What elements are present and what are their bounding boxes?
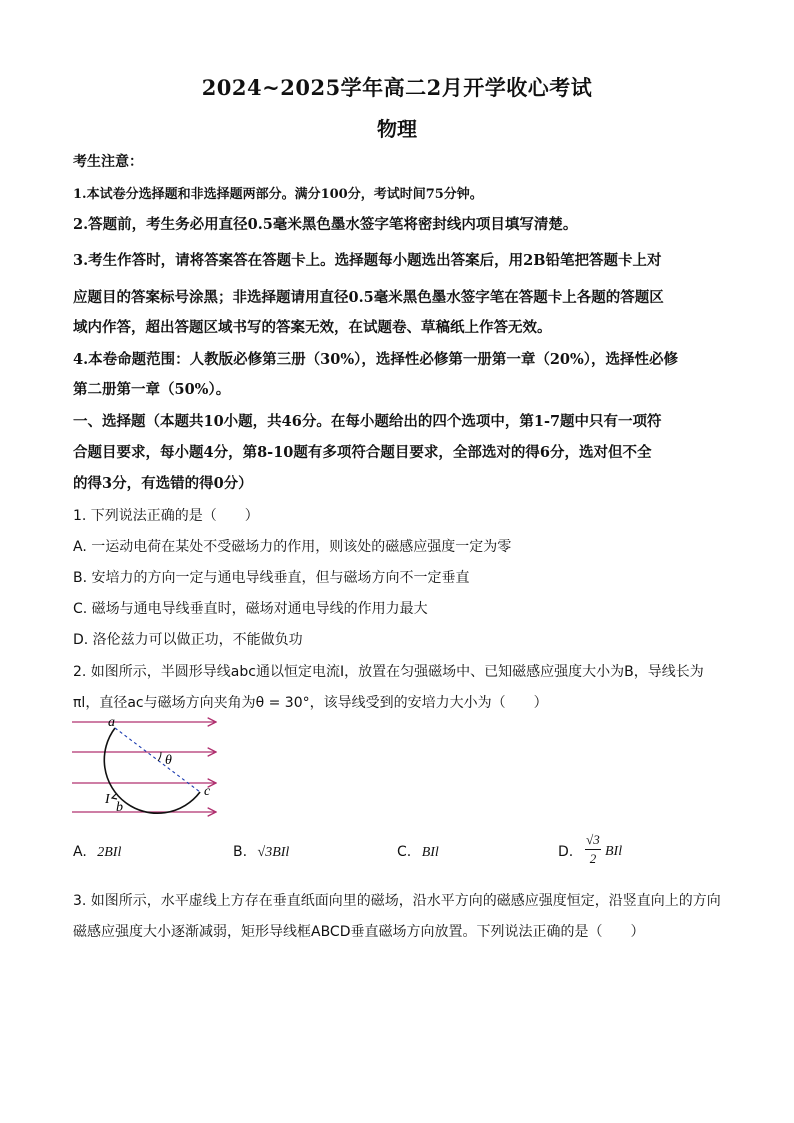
q2-option-a-value: 2BIl <box>97 845 122 860</box>
q1-option-d: D. 洛伦兹力可以做正功，不能做负功 <box>73 632 303 648</box>
q2-option-d-tail: BIl <box>605 844 623 859</box>
notice-heading: 考生注意： <box>73 154 143 170</box>
label-theta: θ <box>165 753 172 768</box>
q1-option-a: A. 一运动电荷在某处不受磁场力的作用，则该处的磁感应强度一定为零 <box>73 539 512 555</box>
q2-option-c <box>397 844 439 861</box>
notice-item-3-line-2: 应题目的答案标号涂黑；非选择题请用直径0.5毫米黑色墨水签字笔在答题卡上各题的答题区 <box>73 289 664 306</box>
q2-option-c-value: BIl <box>421 845 439 860</box>
section-1-line-3: 的得3分，有选错的得0分） <box>73 475 253 492</box>
label-a: a <box>108 715 115 730</box>
label-b: b <box>116 800 123 815</box>
q3-stem-line-2: 磁感应强度大小逐渐减弱，矩形导线框ABCD垂直磁场方向放置。下列说法正确的是（ ） <box>73 924 645 940</box>
q2-option-d-numerator: √3 <box>586 832 600 847</box>
q3-stem-line-1: 3. 如图所示，水平虚线上方存在垂直纸面向里的磁场，沿水平方向的磁感应强度恒定，沿竖直向上的方向 <box>73 893 721 909</box>
q1-stem: 1. 下列说法正确的是（ ） <box>73 508 259 524</box>
notice-item-2: 2.答题前，考生务必用直径0.5毫米黑色墨水签字笔将密封线内项目填写清楚。 <box>73 216 578 233</box>
q2-option-b <box>233 844 289 861</box>
q2-option-a <box>73 844 121 861</box>
q2-option-d-label: D. <box>558 844 574 860</box>
q2-option-b-value: √3BIl <box>257 845 290 860</box>
section-1-line-1: 一、选择题（本题共10小题，共46分。在每小题给出的四个选项中，第1-7题中只有一项符 <box>73 413 662 430</box>
q2-option-a-label: A. <box>73 844 87 860</box>
q1-option-b: B. 安培力的方向一定与通电导线垂直，但与磁场方向不一定垂直 <box>73 570 470 586</box>
label-c: c <box>204 784 211 799</box>
angle-arc <box>158 752 161 761</box>
q2-option-c-label: C. <box>397 844 412 860</box>
q2-stem-line-1: 2. 如图所示，半圆形导线abc通以恒定电流I，放置在匀强磁场中、已知磁感应强度大小为B，导线长为 <box>73 664 704 680</box>
q2-stem-line-2: πl，直径ac与磁场方向夹角为θ = 30°，该导线受到的安培力大小为（ ） <box>73 695 548 711</box>
notice-item-3-line-3: 域内作答，超出答题区域书写的答案无效，在试题卷、草稿纸上作答无效。 <box>73 319 552 336</box>
notice-item-3-line-1: 3.考生作答时，请将答案答在答题卡上。选择题每小题选出答案后，用2B铅笔把答题卡上对 <box>73 252 662 269</box>
q2-option-d-fraction-bar <box>585 849 601 850</box>
exam-title: 2024~2025学年高二2月开学收心考试 <box>201 75 593 100</box>
label-current: I <box>105 792 110 807</box>
q2-option-b-label: B. <box>233 844 248 860</box>
subject-title: 物理 <box>377 117 417 141</box>
notice-item-4-line-2: 第二册第一章（50%）。 <box>73 381 231 398</box>
notice-item-1: 1.本试卷分选择题和非选择题两部分。满分100分，考试时间75分钟。 <box>73 187 483 202</box>
q2-option-d-denominator: 2 <box>589 851 597 866</box>
q2-figure <box>70 714 220 818</box>
q1-option-c: C. 磁场与通电导线垂直时，磁场对通电导线的作用力最大 <box>73 601 428 617</box>
section-1-line-2: 合题目要求，每小题4分，第8-10题有多项符合题目要求，全部选对的得6分，选对但不全 <box>73 444 652 461</box>
notice-item-4-line-1: 4.本卷命题范围：人教版必修第三册（30%），选择性必修第一册第一章（20%），选择性必修 <box>73 351 679 368</box>
